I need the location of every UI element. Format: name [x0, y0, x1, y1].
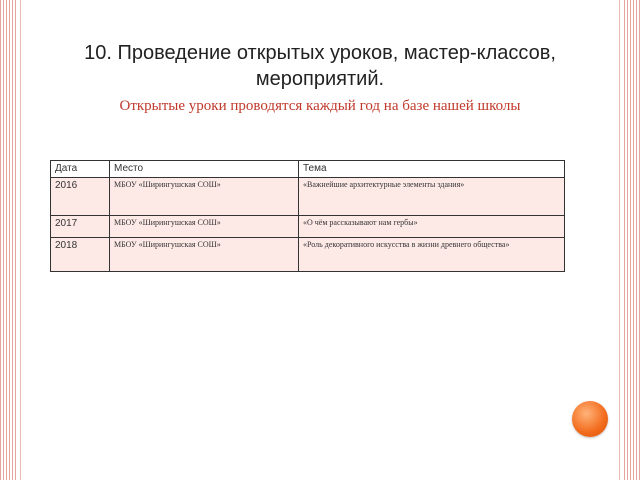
table-row	[51, 178, 565, 216]
table-row	[51, 216, 565, 238]
table-row	[51, 238, 565, 272]
left-decorative-border	[0, 0, 16, 480]
row-place: МБОУ «Ширингушская СОШ»	[110, 238, 299, 272]
row-year: 2017	[51, 216, 110, 238]
header-topic: Тема	[299, 161, 565, 178]
header-place: Место	[110, 161, 299, 178]
header-date: Дата	[51, 161, 110, 178]
row-topic: «Важнейшие архитектурные элементы здания»	[299, 178, 565, 216]
slide-title: 10. Проведение открытых уроков, мастер-классов, мероприятий.	[84, 42, 556, 90]
row-year: 2016	[51, 178, 110, 216]
right-decorative-border	[624, 0, 640, 480]
row-topic: «Роль декоративного искусства в жизни древнего общества»	[299, 238, 565, 272]
row-place: МБОУ «Ширингушская СОШ»	[110, 178, 299, 216]
row-year: 2018	[51, 238, 110, 272]
row-topic: «О чём рассказывают нам гербы»	[299, 216, 565, 238]
orange-circle-decoration	[572, 401, 608, 437]
row-place: МБОУ «Ширингушская СОШ»	[110, 216, 299, 238]
table-header-row	[51, 161, 565, 178]
slide-subtitle: Открытые уроки проводятся каждый год на базе нашей школы	[119, 98, 521, 114]
lessons-table	[50, 160, 565, 272]
